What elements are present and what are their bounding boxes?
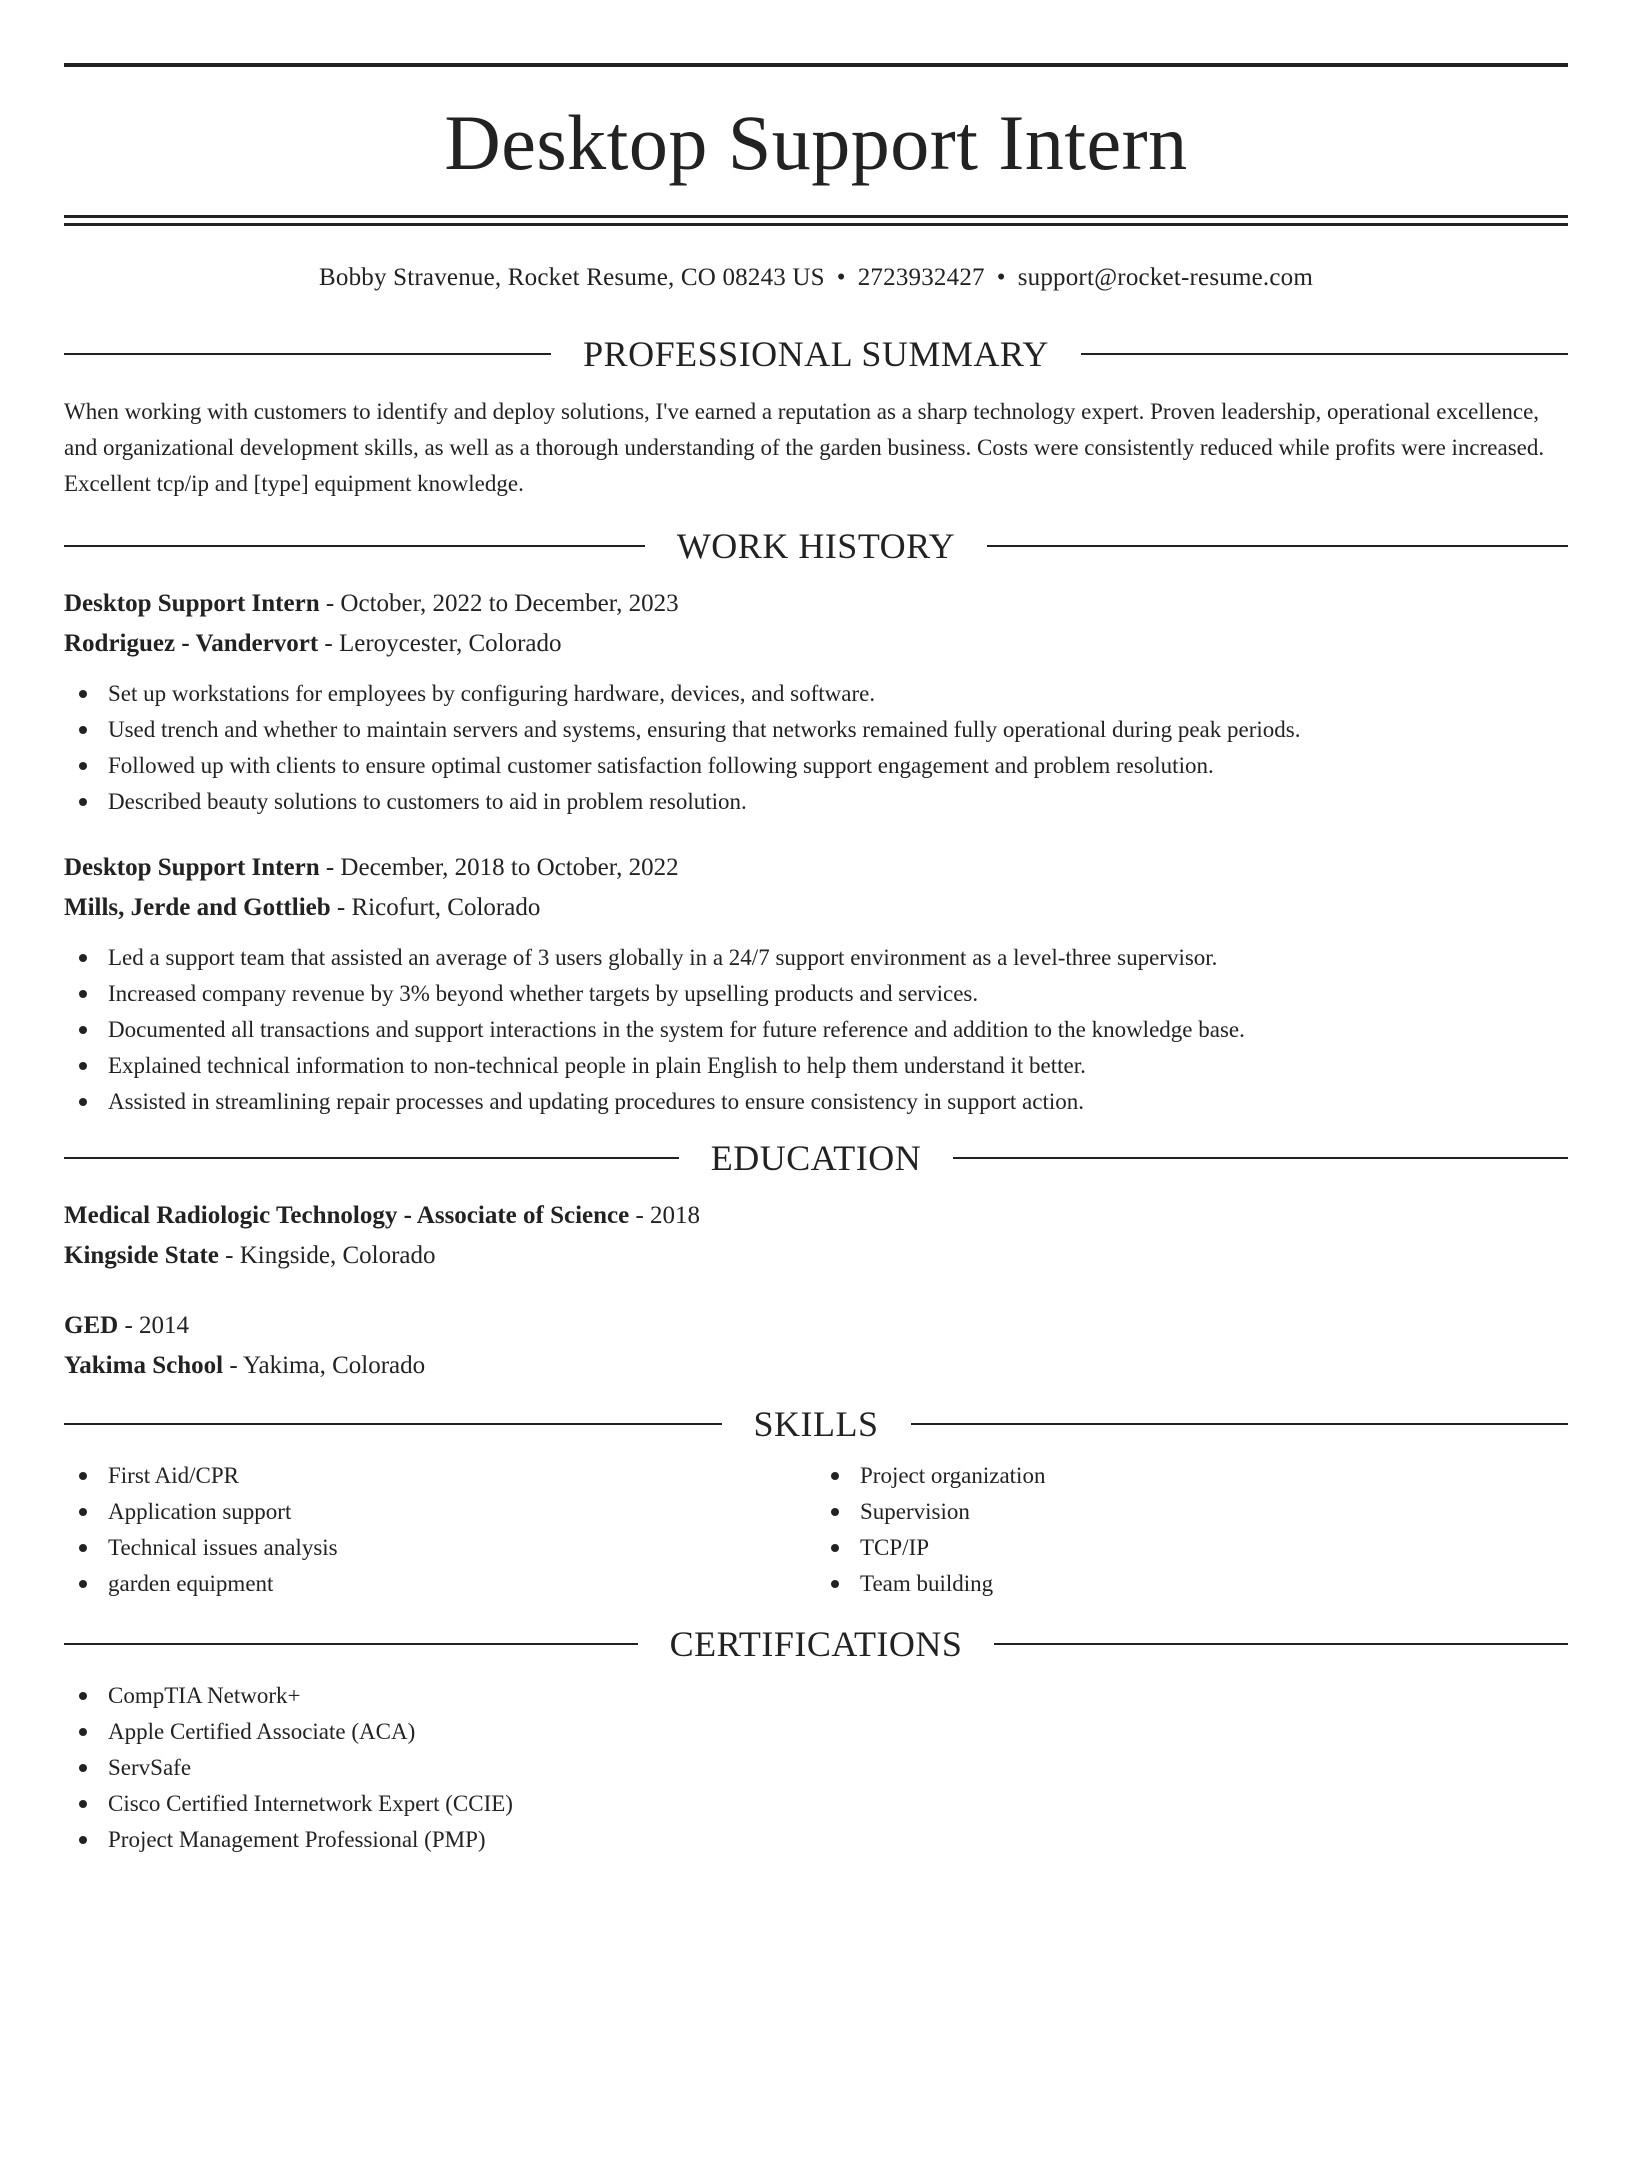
heading-rule [911,1423,1569,1425]
education-location: - Kingside, Colorado [218,1242,436,1269]
job-entry [64,584,1568,820]
education-location: - Yakima, Colorado [223,1352,426,1379]
bullet-icon [831,1580,839,1588]
heading-rule [64,1157,679,1159]
job-company-line [64,624,1568,664]
list-item [64,1530,816,1566]
heading-rule [64,545,645,547]
bullet-icon [79,1508,87,1516]
list-item [64,1678,1568,1714]
education-entry [64,1196,1568,1276]
certification-text: CompTIA Network+ [108,1683,301,1708]
skill-text: Technical issues analysis [108,1535,338,1560]
heading-rule [1081,353,1568,355]
bullet-text: Documented all transactions and support interactions in the system for future reference and addition to the knowledge base. [108,1017,1245,1042]
list-item [64,1714,1568,1750]
list-item [64,1012,1568,1048]
list-item [816,1530,1568,1566]
education-degree-line [64,1306,1568,1346]
bullet-icon [79,1692,87,1700]
list-item [64,1458,816,1494]
certification-text: Project Management Professional (PMP) [108,1827,486,1852]
education-degree: GED [64,1312,119,1339]
education-school-line [64,1346,1568,1386]
job-bullets [64,676,1568,820]
job-dates: - December, 2018 to October, 2022 [319,854,679,881]
bullet-icon [79,1800,87,1808]
bullet-text: Assisted in streamlining repair processes and updating procedures to ensure consistency in support action. [108,1089,1084,1114]
education-year: - 2018 [629,1202,701,1229]
bullet-icon [79,798,87,806]
skill-text: Application support [108,1499,292,1524]
education-heading [64,1136,1568,1180]
bullet-icon [79,726,87,734]
job-location: - Leroycester, Colorado [318,630,562,657]
education-entry [64,1306,1568,1386]
list-item [816,1566,1568,1602]
bullet-text: Led a support team that assisted an average of 3 users globally in a 24/7 support environment as a level-three supervisor. [108,945,1218,970]
list-item [816,1494,1568,1530]
list-item [64,748,1568,784]
section-title: PROFESSIONAL SUMMARY [583,334,1049,374]
bullet-icon [79,1580,87,1588]
job-entry [64,848,1568,1120]
list-item [64,940,1568,976]
job-title-line [64,584,1568,624]
bullet-icon [79,1026,87,1034]
certifications-list [64,1678,1568,1858]
bullet-text: Used trench and whether to maintain servers and systems, ensuring that networks remained fully operational during peak periods. [108,717,1301,742]
bullet-icon [79,690,87,698]
section-title: SKILLS [753,1404,879,1444]
education-school: Kingside State [64,1242,219,1269]
summary-text: When working with customers to identify and deploy solutions, I've earned a reputation as a sharp technology expert. Proven leadership, operational excellence, and organizational development skills, as well as a thorough understanding of the garden business. Costs were consistently reduced while profits were increased. Excellent tcp/ip and [type] equipment knowledge. [64,399,1545,496]
bullet-icon [79,1728,87,1736]
heading-rule [64,1643,638,1645]
skill-text: Team building [860,1571,994,1596]
job-dates: - October, 2022 to December, 2023 [319,590,679,617]
bullet-text: Followed up with clients to ensure optimal customer satisfaction following support engagement and problem resolution. [108,753,1214,778]
list-item [64,976,1568,1012]
heading-rule [64,353,551,355]
certification-text: ServSafe [108,1755,192,1780]
heading-rule [64,1423,722,1425]
contact-phone: 2723932427 [857,264,985,291]
bullet-text: Set up workstations for employees by configuring hardware, devices, and software. [108,681,876,706]
skills-heading [64,1402,1568,1446]
bullet-icon [79,990,87,998]
bullet-icon [831,1508,839,1516]
contact-line [64,262,1568,294]
bullet-text: Described beauty solutions to customers to aid in problem resolution. [108,789,747,814]
list-item [64,712,1568,748]
section-title: WORK HISTORY [676,526,956,566]
bullet-icon [79,1836,87,1844]
skill-text: Project organization [860,1463,1046,1488]
job-company-line [64,888,1568,928]
heading-rule [953,1157,1568,1159]
contact-address: Bobby Stravenue, Rocket Resume, CO 08243 US [319,264,825,291]
list-item [64,1822,1568,1858]
certifications-heading [64,1622,1568,1666]
list-item [64,784,1568,820]
heading-rule [994,1643,1568,1645]
bullet-icon [79,1472,87,1480]
section-title: EDUCATION [710,1138,922,1178]
bullet-icon [79,762,87,770]
job-title: Desktop Support Intern [64,590,320,617]
skills-right-column [816,1458,1568,1602]
list-item [64,1566,816,1602]
job-title: Desktop Support Intern [64,854,320,881]
certification-text: Cisco Certified Internetwork Expert (CCIE) [108,1791,513,1816]
list-item [816,1458,1568,1494]
contact-separator: • [996,264,1006,291]
skill-text: Supervision [860,1499,970,1524]
work-heading [64,524,1568,568]
job-bullets [64,940,1568,1120]
list-item [64,676,1568,712]
resume-page [0,63,1632,2175]
contact-email: support@rocket-resume.com [1017,264,1313,291]
job-company: Rodriguez - Vandervort [64,630,319,657]
top-rule [64,63,1568,67]
bullet-icon [79,1098,87,1106]
education-school-line [64,1236,1568,1276]
bullet-icon [831,1544,839,1552]
bullet-text: Increased company revenue by 3% beyond whether targets by upselling products and services. [108,981,979,1006]
skill-text: First Aid/CPR [108,1463,240,1488]
education-year: - 2014 [118,1312,190,1339]
section-title: CERTIFICATIONS [669,1624,963,1664]
skill-text: garden equipment [108,1571,274,1596]
skill-text: TCP/IP [860,1535,930,1560]
job-title-line [64,848,1568,888]
skills-left-column [64,1458,816,1602]
list-item [64,1750,1568,1786]
bullet-text: Explained technical information to non-technical people in plain English to help them understand it better. [108,1053,1086,1078]
bullet-icon [79,1544,87,1552]
page-title: Desktop Support Intern [444,99,1188,186]
job-company: Mills, Jerde and Gottlieb [64,894,331,921]
bullet-icon [831,1472,839,1480]
job-location: - Ricofurt, Colorado [330,894,541,921]
summary-heading [64,332,1568,376]
title-double-rule [64,215,1568,226]
contact-separator: • [836,264,846,291]
list-item [64,1084,1568,1120]
list-item [64,1786,1568,1822]
list-item [64,1048,1568,1084]
bullet-icon [79,954,87,962]
education-school: Yakima School [64,1352,224,1379]
education-degree-line [64,1196,1568,1236]
bullet-icon [79,1062,87,1070]
list-item [64,1494,816,1530]
skills-grid [64,1458,1568,1602]
education-degree: Medical Radiologic Technology - Associate of Science [64,1202,630,1229]
certification-text: Apple Certified Associate (ACA) [108,1719,416,1744]
bullet-icon [79,1764,87,1772]
heading-rule [987,545,1568,547]
